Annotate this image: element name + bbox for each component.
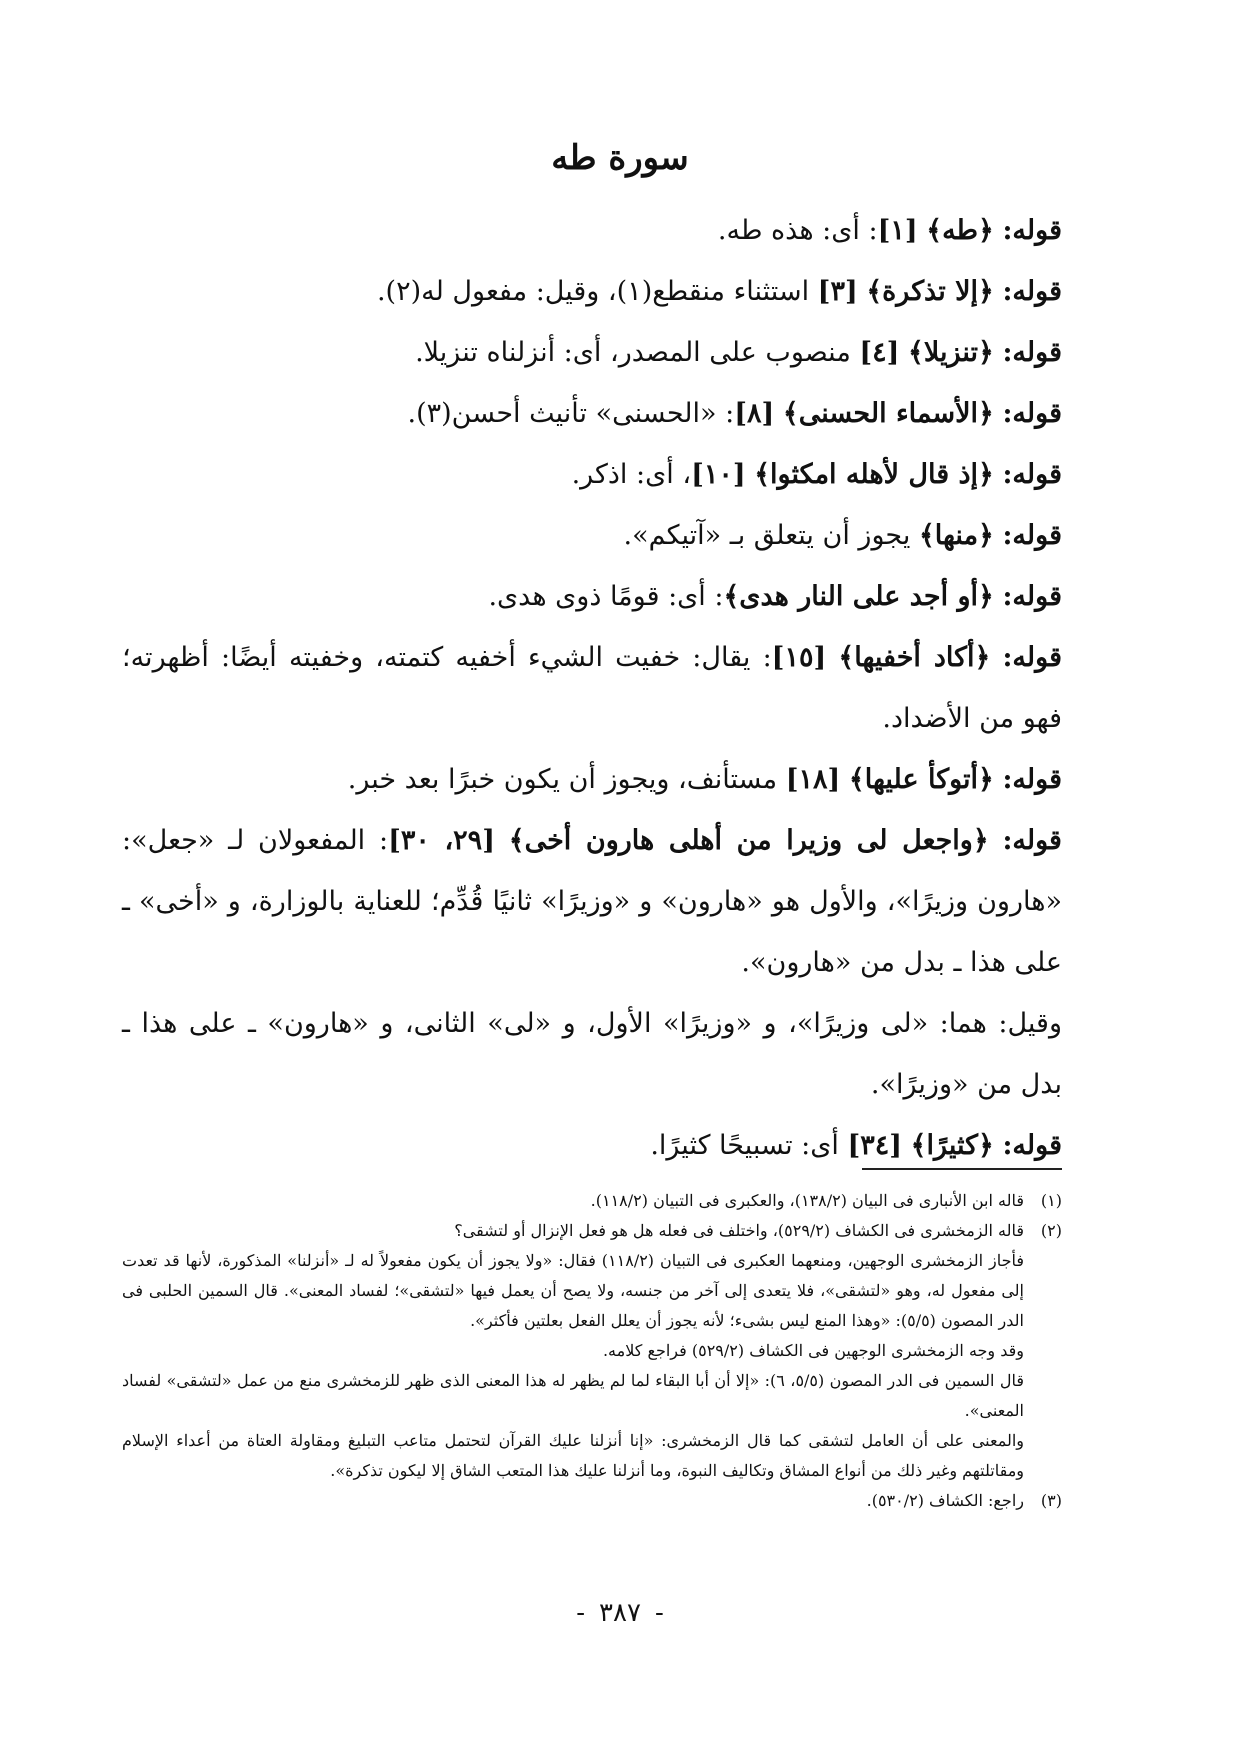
commentary-entry [122,322,1062,383]
commentary-entry [122,810,1062,993]
footnote-number: (٣) [1040,1491,1062,1510]
footnote-text: راجع: الكشاف (٥٣٠/٢). [866,1491,1024,1510]
footnote-paragraph: وقد وجه الزمخشرى الوجهين فى الكشاف (٥٢٩/٢) فراجع كلامه. [602,1341,1024,1360]
entry-text: ، أى: اذكر. [571,459,692,490]
entry-text: أى: تسبيحًا كثيرًا. [650,1130,848,1161]
entry-text: : «الحسنى» تأنيث أحسن(٣). [407,398,735,429]
footnote [122,1216,1062,1246]
surah-title: سورة طه [551,138,689,178]
commentary-body [122,200,1062,1176]
entry-label: قوله: [1002,337,1062,368]
footnote-paragraph: والمعنى على أن العامل لتشقى كما قال الزمخشرى: «إنا أنزلنا عليك القرآن لتحتمل متاعب التبليغ ومقاولة العتاة من أعداء الإسلام ومقاتلتهم وغير ذلك من أنواع المشاق وتكاليف النبوة، وما أنزلنا عليك هذا المتعب الشاق إلا ليكون تذكرة». [122,1431,1024,1480]
verse-number: [٣] [817,276,858,307]
footnote-number: (٢) [1040,1221,1062,1240]
footnote [122,1186,1062,1216]
entry-label: قوله: [1002,459,1062,490]
commentary-entry [122,566,1062,627]
verse-number: [٣٤] [847,1130,903,1161]
commentary-entry [122,749,1062,810]
verse-quote: ﴿أكاد أخفيها﴾ [838,642,991,673]
entry-label: قوله: [1002,1130,1062,1161]
entry-text: : المفعولان لـ «جعل»: «هارون وزيرًا»، والأول هو «هارون» و «وزيرًا» ثانيًا قُدِّم؛ للعناية بالوزارة، و «أخى» ـ على هذا ـ بدل من «هارون». [122,825,1062,978]
commentary-entry [122,261,1062,322]
page-number-value: ٣٨٧ [599,1598,641,1628]
page-number: - ٣٨٧ - [576,1598,664,1628]
verse-number: [١] [877,215,918,246]
verse-quote: ﴿أو أجد على النار هدى﴾ [723,581,994,612]
entry-text: : أى: هذه طه. [717,215,878,246]
entry-text: مستأنف، ويجوز أن يكون خبرًا بعد خبر. [347,764,786,795]
commentary-entry [122,505,1062,566]
verse-quote: ﴿طه﴾ [926,215,994,246]
verse-quote: ﴿أتوكأ عليها﴾ [848,764,994,795]
entry-text: استثناء منقطع(١)، وقيل: مفعول له(٢). [376,276,818,307]
entry-label: قوله: [1002,398,1062,429]
entry-text: : أى: قومًا ذوى هدى. [488,581,724,612]
footnote-separator [862,1168,1062,1170]
verse-quote: ﴿واجعل لى وزيرا من أهلى هارون أخى﴾ [508,825,989,856]
footnote-text: قاله الزمخشرى فى الكشاف (٥٢٩/٢)، واختلف فى فعله هل هو فعل الإنزال أو لتشقى؟ [454,1221,1024,1240]
entry-text: : يقال: خفيت الشيء أخفيه كتمته، وخفيته أيضًا: أظهرته؛ فهو من الأضداد. [122,642,1062,734]
verse-number: [٢٩، ٣٠] [388,825,495,856]
verse-number: [١٨] [785,764,841,795]
commentary-continuation: وقيل: هما: «لى وزيرًا»، و «وزيرًا» الأول، و «لى» الثانى، و «هارون» ـ على هذا ـ بدل من «وزيرًا». [122,1008,1062,1100]
entry-text: يجوز أن يتعلق بـ «آتيكم». [623,520,919,551]
entry-label: قوله: [1002,215,1062,246]
verse-quote: ﴿إلا تذكرة﴾ [866,276,994,307]
entry-label: قوله: [1002,764,1062,795]
footnote [122,1486,1062,1516]
verse-quote: ﴿تنزيلا﴾ [908,337,994,368]
footnote-number: (١) [1040,1191,1062,1210]
verse-number: [١٠] [691,459,746,490]
entry-label: قوله: [1002,642,1062,673]
footnote-paragraph: فأجاز الزمخشرى الوجهين، ومنعهما العكبرى فى التبيان (١١٨/٢) فقال: «ولا يجوز أن يكون مفعولاً له لـ «أنزلنا» المذكورة، لأنها قد تعدت إلى مفعول له، وهو «لتشقى»، فلا يتعدى إلى آخر من جنسه، ولا يصح أن يعمل فيها «لتشقى»؛ لفساد المعنى». قال السمين الحلبى فى الدر المصون (٥/٥): «وهذا المنع ليس بشىء؛ لأنه يجوز أن يعلل الفعل بعلتين فأكثر». [122,1251,1024,1330]
commentary-entry [122,383,1062,444]
entry-label: قوله: [1002,520,1062,551]
footnote-text: قاله ابن الأنبارى فى البيان (١٣٨/٢)، والعكبرى فى التبيان (١١٨/٢). [590,1191,1024,1210]
verse-quote: ﴿إذ قال لأهله امكثوا﴾ [754,459,994,490]
footnote-paragraph: قال السمين فى الدر المصون (٥/٥، ٦): «إلا أن أبا البقاء لما لم يظهر له هذا المعنى الذى ظهر للزمخشرى منع من عمل «لتشقى» لفساد المعنى». [122,1371,1025,1420]
commentary-entry [122,1115,1062,1176]
verse-number: [٤] [859,337,900,368]
footnotes [122,1186,1062,1516]
verse-quote: ﴿الأسماء الحسنى﴾ [782,398,994,429]
verse-number: [٨] [734,398,775,429]
entry-label: قوله: [1002,276,1062,307]
entry-text: منصوب على المصدر، أى: أنزلناه تنزيلا. [415,337,860,368]
verse-quote: ﴿كثيرًا﴾ [910,1130,994,1161]
commentary-entry [122,200,1062,261]
verse-quote: ﴿منها﴾ [918,520,994,551]
entry-label: قوله: [1002,581,1062,612]
entry-label: قوله: [1002,825,1062,856]
verse-number: [١٥] [771,642,827,673]
commentary-entry [122,627,1062,749]
commentary-entry [122,444,1062,505]
